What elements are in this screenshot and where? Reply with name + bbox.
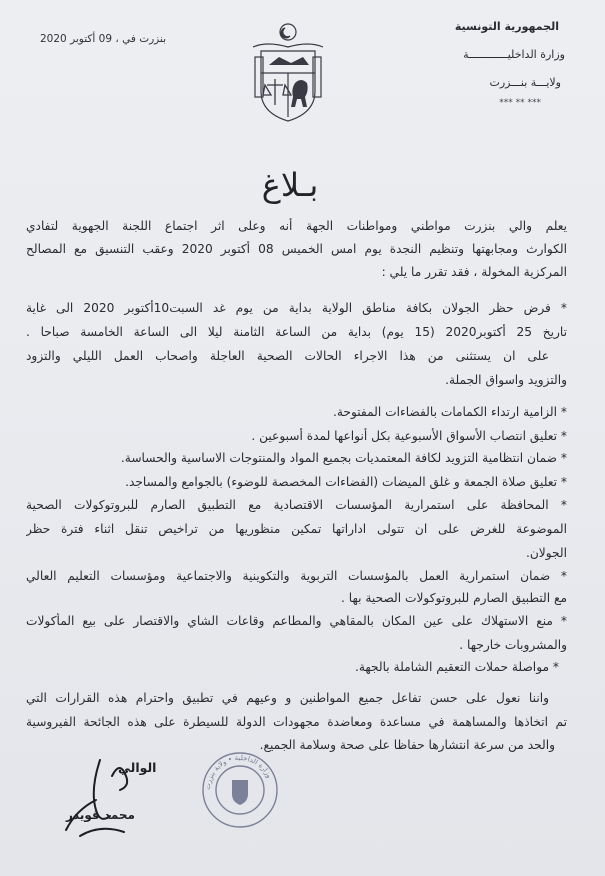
header-reference: *** ** *** [499,98,541,108]
intro-line: يعلم والي بنزرت مواطني ومواطنات الجهة أنه وعلى اثر اجتماع اللجنة الجهوية لتفادي [26,219,567,233]
document-title: بـلاغ [261,166,319,204]
measure-item: مع التطبيق الصارم للبروتوكولات الصحية بها . [341,591,567,605]
curfew-line: على ان يستثنى من هذا الاجراء الحالات الصحية العاجلة واصحاب العمل الليلي والتزود [26,349,549,363]
handwritten-signature [60,740,190,850]
coat-of-arms-emblem [247,17,329,125]
measure-item: * المحافظة على استمرارية المؤسسات الاقتصادية مع التطبيق الصارم للبروتوكولات الصحية [26,498,567,512]
measure-item: الموضوعة للغرض على ان تتولى اداراتها تمكين منظوريها من تراخيص تنقل اثناء فترة حظر [26,522,567,536]
measure-item: * تعليق انتصاب الأسواق الأسبوعية بكل أنواعها لمدة أسبوعين . [251,429,567,443]
stamp-ring-text: وزارة الداخلية • ولاية بنزرت [203,753,274,791]
curfew-line: والتزويد واسواق الجملة. [445,373,567,387]
header-governorate: ولايـــة بنـــزرت [489,76,561,89]
official-stamp [200,750,280,830]
measure-item: * ضمان انتظامية التزويد لكافة المعتمديات بجميع المواد والمنتوجات الاساسية والحساسة. [120,451,567,465]
intro-line: الكوارث ومجابهتها وتنظيم النجدة يوم امس الخميس 08 أكتوبر 2020 وعقب التنسيق مع المصالح [26,242,567,256]
intro-line: المركزية المخولة ، فقد تقرر ما يلي : [381,265,567,279]
curfew-line: تاريخ 25 أكتوبر2020 (15 يوم) بداية من الساعة الثامنة ليلا الى الساعة الخامسة صباحا . [26,325,567,339]
measure-item: * تعليق صلاة الجمعة و غلق الميضات (الفضاءات المخصصة للوضوء) بالجوامع والمساجد. [125,475,567,489]
measure-item: * الزامية ارتداء الكمامات بالفضاءات المفتوحة. [333,405,567,419]
curfew-line: * فرض حظر الجولان بكافة مناطق الولاية بداية من يوم غد السبت10أكتوبر 2020 الى غاية [26,301,567,315]
header-ministry: وزارة الداخليــــــــــــة [463,48,565,61]
measure-item: * ضمان استمرارية العمل بالمؤسسات التربوية والتكوينية والاجتماعية ومؤسسات التعليم العالي [26,569,567,583]
document-date: بنزرت في ، 09 أكتوبر 2020 [40,33,167,45]
header-republic: الجمهورية التونسية [454,20,559,33]
closing-line: تم اتخاذها والمساهمة في مساعدة ومعاضدة مجهودات الدولة للسيطرة على هذه الجائحة الفيروسية [26,715,567,729]
measure-item: * مواصلة حملات التعقيم الشاملة بالجهة. [354,660,559,674]
closing-line: والحد من سرعة انتشارها حفاظا على صحة وسلامة الجميع. [259,738,555,752]
signatory-name: محمد قويدر [66,808,135,822]
measure-item: والمشروبات خارجها . [459,638,567,652]
measure-item: * منع الاستهلاك على عين المكان بالمقاهي والمطاعم وقاعات الشاي والاقتصار على بيع المأكولات [26,614,567,628]
closing-line: واننا نعول على حسن تفاعل جميع المواطنين و وعيهم في تطبيق واحترام هذه القرارات التي [26,691,549,705]
signatory-role: الوالي [118,760,157,775]
measure-item: الجولان. [525,546,567,560]
